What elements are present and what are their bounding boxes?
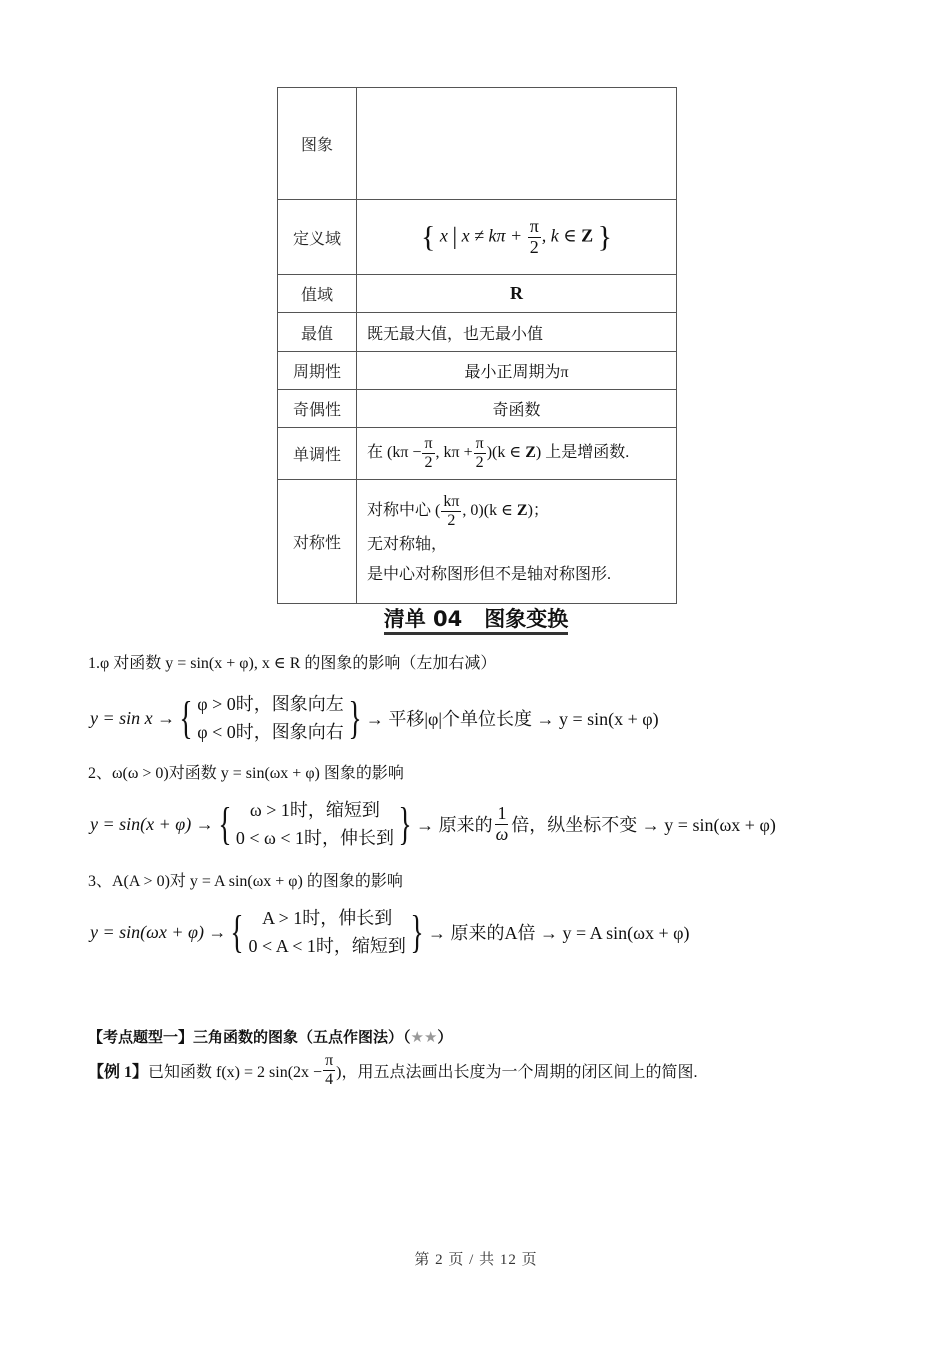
row-label: 定义域 (278, 200, 357, 275)
case: φ > 0时，图象向左 (197, 694, 344, 714)
example-label: 【例 1】 (88, 1063, 149, 1081)
row-label: 对称性 (278, 480, 357, 604)
formula-lhs: y = sin(x + φ) → (90, 813, 214, 834)
item-heading: 2、ω(ω > 0)对函数 y = sin(ωx + φ) 图象的影响 (88, 765, 404, 782)
left-brace: { (179, 692, 193, 743)
symmetry-line (367, 493, 666, 529)
case: 0 < A < 1时，缩短到 (248, 936, 406, 956)
row-label: 单调性 (278, 428, 357, 480)
numerator: kπ (443, 493, 460, 511)
fraction (474, 435, 486, 471)
extrema-value: 既无最大值，也无最小值 (357, 313, 677, 352)
table-row (278, 275, 677, 313)
var: x (439, 225, 448, 246)
table-row (278, 313, 677, 352)
transform-formula (90, 904, 690, 960)
section-number: 清单 04 (384, 607, 463, 635)
tail: , k ∈ (541, 225, 582, 246)
monotonicity-value (357, 428, 677, 480)
symmetry-value (357, 480, 677, 604)
transform-formula (90, 796, 776, 852)
denominator: ω (495, 823, 509, 844)
page-footer: 第 2 页 / 共 12 页 (414, 1252, 538, 1268)
numerator: π (325, 1052, 334, 1069)
fraction (528, 217, 541, 258)
row-label: 图象 (278, 88, 357, 200)
fraction (494, 804, 511, 845)
case-rows (236, 796, 394, 852)
right-brace: } (398, 798, 412, 849)
topic-heading (88, 1026, 452, 1047)
numerator: 1 (497, 802, 507, 823)
condition: x ≠ kπ + (461, 225, 523, 246)
denominator: 2 (529, 236, 539, 257)
case-block (175, 690, 366, 746)
mono-mid: , kπ + (435, 444, 473, 462)
denominator: 2 (475, 454, 484, 471)
case-rows (197, 690, 344, 746)
table-row (278, 88, 677, 200)
numerator: π (424, 435, 433, 453)
formula-rhs: → 原来的A倍 → y = A sin(ωx + φ) (427, 923, 690, 943)
left-brace: { (230, 906, 245, 957)
case: φ < 0时，图象向右 (197, 722, 344, 742)
left-brace: { (218, 798, 232, 849)
period-value: 最小正周期为π (357, 352, 677, 390)
brace-open: { (420, 220, 436, 253)
row-label: 周期性 (278, 352, 357, 390)
formula-rhs-pre: → 原来的 (416, 815, 493, 835)
case: 0 < ω < 1时，伸长到 (235, 828, 394, 848)
tangent-properties-table (277, 87, 677, 604)
row-label: 奇偶性 (278, 390, 357, 428)
numerator: π (529, 215, 539, 236)
case-rows (249, 904, 406, 960)
mono-tail: )(k ∈ (486, 444, 526, 462)
section-title (0, 603, 952, 633)
fraction (441, 493, 461, 529)
right-brace: } (410, 906, 424, 957)
formula-rhs: 倍，纵坐标不变 → y = sin(ωx + φ) (511, 815, 776, 835)
case: ω > 1时，缩短到 (249, 800, 380, 820)
example-1 (88, 1052, 697, 1088)
transform-formula (90, 690, 659, 746)
formula-lhs: y = sin(ωx + φ) → (90, 921, 227, 942)
formula-rhs: → 平移|φ|个单位长度 → y = sin(x + φ) (365, 709, 659, 729)
topic-label: 【考点题型一】三角函数的图象（五点作图法）（ (88, 1028, 411, 1046)
table-row (278, 428, 677, 480)
denominator: 2 (447, 512, 456, 529)
integers-symbol: Z (581, 225, 594, 246)
right-brace: } (348, 692, 362, 743)
mono-prefix: 在 (kπ − (367, 444, 422, 462)
graph-cell (357, 88, 677, 200)
mono-end: ) 上是增函数. (535, 444, 630, 462)
item-heading: 1.φ 对函数 y = sin(x + φ), x ∈ R 的图象的影响（左加右减） (88, 655, 497, 672)
star-icon: ★★ (410, 1028, 438, 1046)
parity-value: 奇函数 (357, 390, 677, 428)
denominator: 4 (325, 1070, 334, 1088)
section-text: 图象变换 (484, 607, 568, 635)
row-label: 值域 (278, 275, 357, 313)
sym-tail: , 0)(k ∈ (462, 502, 517, 520)
case-block (226, 904, 428, 960)
symmetry-line: 是中心对称图形但不是轴对称图形. (367, 565, 612, 583)
fraction (323, 1052, 335, 1088)
numerator: π (475, 435, 484, 453)
sym-prefix: 对称中心 ( (367, 502, 441, 520)
fraction (422, 435, 434, 471)
example-text-pre: 已知函数 f(x) = 2 sin(2x − (148, 1063, 323, 1081)
example-text-post: )，用五点法画出长度为一个周期的闭区间上的简图. (336, 1063, 698, 1081)
table-row (278, 352, 677, 390)
brace-close: } (597, 220, 613, 253)
table-row (278, 200, 677, 275)
integers-symbol: Z (516, 502, 528, 520)
row-label: 最值 (278, 313, 357, 352)
table-row (278, 390, 677, 428)
table-row (278, 480, 677, 604)
range-value: R (357, 275, 677, 313)
case-block (214, 796, 416, 852)
topic-close: ） (437, 1028, 453, 1046)
domain-value (357, 200, 677, 275)
integers-symbol: Z (525, 444, 536, 462)
sym-end: )； (527, 502, 549, 520)
case: A > 1时，伸长到 (262, 908, 393, 928)
denominator: 2 (424, 454, 433, 471)
item-heading: 3、A(A > 0)对 y = A sin(ωx + φ) 的图象的影响 (88, 873, 403, 890)
formula-lhs: y = sin x → (90, 707, 176, 728)
bar: | (452, 223, 458, 250)
symmetry-line: 无对称轴， (367, 535, 448, 553)
